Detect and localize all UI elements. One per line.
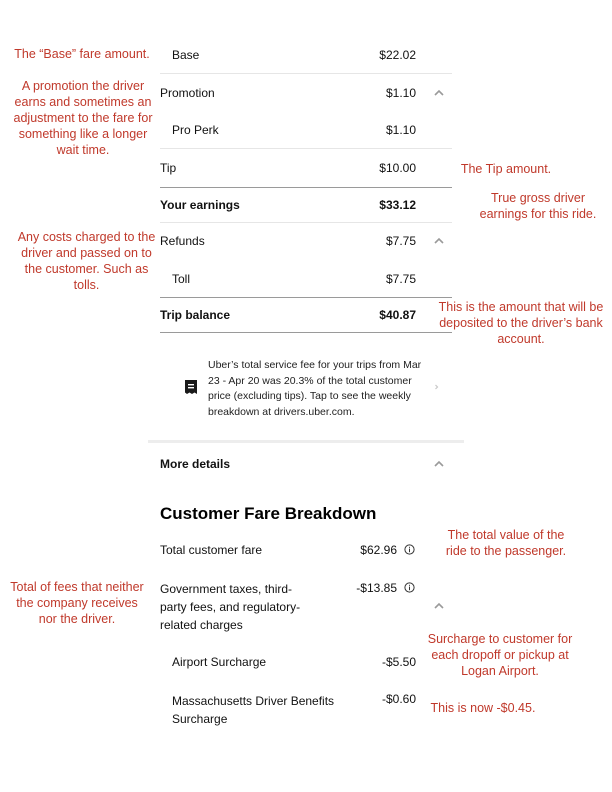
divider: [160, 187, 452, 188]
chevron-right-icon: [434, 382, 440, 392]
divider: [160, 222, 452, 223]
section-divider: [148, 440, 464, 443]
airport-annotation: Surcharge to customer for each dropoff or pickup at Logan Airport.: [427, 632, 573, 678]
your-earnings-value: $33.12: [379, 198, 416, 212]
info-icon[interactable]: [404, 544, 415, 555]
airport-surcharge-value: -$5.50: [381, 655, 416, 669]
tip-label: Tip: [160, 161, 177, 175]
tip-annotation: The Tip amount.: [460, 162, 552, 176]
base-value: $22.02: [379, 48, 416, 62]
tip-value: $10.00: [379, 161, 416, 175]
divider: [160, 332, 452, 333]
toll-value: $7.75: [385, 272, 416, 286]
gov-fees-value: -$13.85: [356, 581, 397, 595]
promotion-label[interactable]: Promotion: [160, 86, 215, 100]
pro-perk-value: $1.10: [385, 123, 416, 137]
mass-annotation: This is now -$0.45.: [430, 701, 536, 715]
gross-earnings-annotation: True gross driver earnings for this ride.: [479, 191, 597, 221]
mass-surcharge-value: -$0.60: [381, 692, 416, 706]
gov-fees-line: Government taxes, third-: [160, 582, 293, 596]
total-value-annotation: The total value of the ride to the passenger.: [445, 528, 567, 558]
mass-surcharge-line: Massachusetts Driver Benefits: [172, 694, 335, 708]
gov-fees-line: party fees, and regulatory-: [160, 600, 301, 614]
pro-perk-label: Pro Perk: [172, 123, 219, 137]
divider: [160, 73, 452, 74]
total-customer-fare-label: Total customer fare: [160, 543, 263, 557]
info-icon[interactable]: [404, 582, 415, 593]
service-fee-line: Uber’s total service fee for your trips from Mar: [208, 359, 422, 371]
deposit-annotation: This is the amount that will be deposited to the driver’s bank account.: [438, 300, 604, 346]
trip-balance-value: $40.87: [379, 308, 416, 322]
service-fee-line: 23 - Apr 20 was 20.3% of the total customer: [208, 374, 412, 387]
chevron-up-icon[interactable]: [433, 88, 445, 98]
mass-surcharge-line: Surcharge: [172, 712, 228, 726]
base-label: Base: [172, 48, 200, 62]
refunds-label[interactable]: Refunds: [160, 234, 205, 248]
total-customer-fare-value: $62.96: [360, 543, 397, 557]
receipt-icon: [184, 379, 198, 395]
customer-fare-heading: Customer Fare Breakdown: [160, 504, 377, 523]
promotion-value: $1.10: [385, 86, 416, 100]
costs-annotation: Any costs charged to the driver and passed on to the customer. Such as tolls.: [17, 230, 156, 292]
refunds-value: $7.75: [385, 234, 416, 248]
more-details-label[interactable]: More details: [160, 457, 231, 471]
chevron-up-icon[interactable]: [433, 459, 445, 469]
airport-surcharge-label: Airport Surcharge: [172, 655, 267, 669]
gov-fees-line: related charges: [160, 618, 243, 632]
service-fee-card[interactable]: [160, 350, 452, 426]
base-annotation: The “Base” fare amount.: [14, 47, 150, 61]
toll-label: Toll: [172, 272, 191, 286]
promotion-annotation: A promotion the driver earns and sometimes an adjustment to the fare for something like a longer wait time.: [13, 79, 153, 157]
fees-annotation: Total of fees that neither the company receives nor the driver.: [10, 580, 144, 626]
service-fee-line: price (excluding tips). Tap to see the weekly: [208, 390, 411, 402]
divider: [160, 148, 452, 149]
your-earnings-label: Your earnings: [160, 198, 240, 212]
chevron-up-icon[interactable]: [433, 236, 445, 246]
chevron-up-icon[interactable]: [433, 601, 445, 611]
trip-balance-label: Trip balance: [160, 308, 231, 322]
service-fee-line: breakdown at drivers.uber.com.: [208, 405, 355, 418]
divider: [160, 297, 452, 298]
